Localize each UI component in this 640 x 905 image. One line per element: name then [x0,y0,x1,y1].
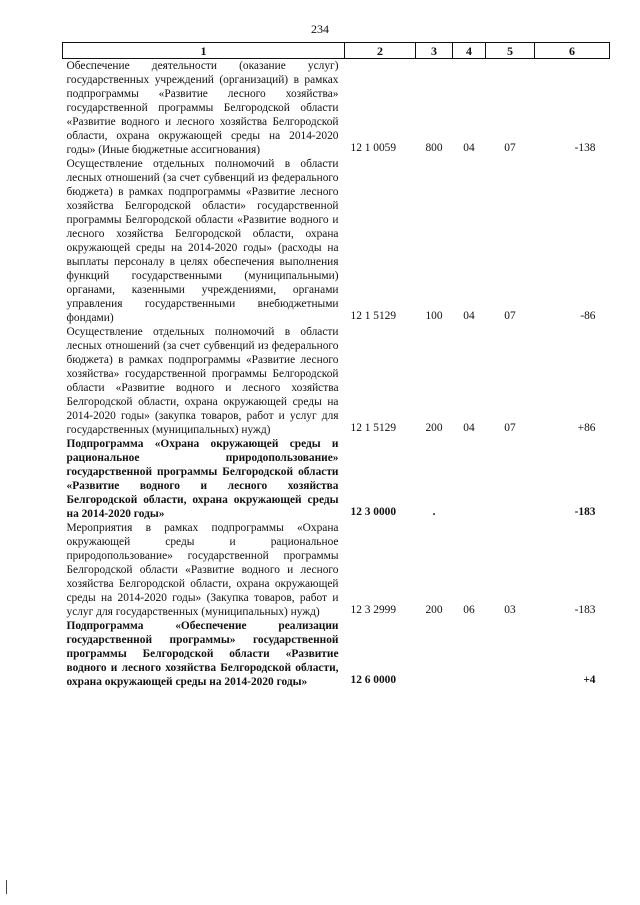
column-header: 1 [63,43,345,59]
row-section: 04 [463,310,475,322]
row-expense-type [416,619,453,689]
row-target-code: 12 3 2999 [350,604,397,616]
row-expense-type: 800 [425,142,443,154]
row-expense-type: 200 [425,422,443,434]
row-amount: -183 [574,604,596,616]
page-number: 234 [311,22,329,36]
row-target-code: 12 3 0000 [350,506,397,518]
row-target-code: 12 1 5129 [350,422,397,434]
table-row [63,521,610,619]
column-header-row [63,43,610,59]
row-section [453,437,486,521]
row-description: Мероприятия в рамках подпрограммы «Охрана окружающей среды и рациональное природопользование» государственной программы Белгородской области «Развитие водного и лесного хозяйства Белгородской области, охрана окружающей среды на 2014-2020 годы» (Закупка товаров, работ и услуг для государственных (муниципальных) нужд) [66,522,339,618]
row-description: Осуществление отдельных полномочий в области лесных отношений (за счет субвенций из федерального бюджета) в рамках подпрограммы «Развитие лесного хозяйства Белгородской области» государственной программы Белгородской области «Развитие водного и лесного хозяйства Белгородской области, охрана окружающей среды на 2014-2020 годы» (расходы на выплаты персоналу в целях обеспечения выполнения функций государственными (муниципальными) органами, казенными учреждениями, органами управления государственными внебюджетными фондами) [66,158,339,324]
table-row-subprogram [63,437,610,521]
row-description: Осуществление отдельных полномочий в области лесных отношений (за счет субвенций из федерального бюджета) в рамках подпрограммы «Развитие лесного хозяйства» государственной программы Белгородской области «Развитие водного и лесного хозяйства Белгородской области, охрана окружающей среды на 2014-2020 годы» (закупка товаров, работ и услуг для государственных (муниципальных) нужд) [66,326,339,436]
row-target-code: 12 1 5129 [350,310,397,322]
row-amount: +86 [577,422,596,434]
table-row-subprogram [63,619,610,689]
row-subsection [486,619,535,689]
row-amount: +4 [583,674,596,686]
column-header: 5 [486,43,535,59]
table-row [63,157,610,325]
column-header: 2 [345,43,416,59]
column-header: 3 [416,43,453,59]
table-row [63,325,610,437]
row-expense-type: 100 [425,310,443,322]
row-expense-type: 200 [425,604,443,616]
row-subsection: 07 [504,310,516,322]
row-amount: -183 [574,506,596,518]
row-subsection [486,437,535,521]
budget-table [62,42,610,689]
row-subsection: 03 [504,604,516,616]
row-target-code: 12 6 0000 [350,674,397,686]
row-description: Подпрограмма «Охрана окружающей среды и рациональное природопользование» государственной программы Белгородской области «Развитие водного и лесного хозяйства Белгородской области, охрана окружающей среды на 2014-2020 годы» [66,438,339,520]
row-description: Обеспечение деятельности (оказание услуг) государственных учреждений (организаций) в рамках подпрограммы «Развитие лесного хозяйства» государственной программы Белгородской области «Развитие водного и лесного хозяйства Белгородской области, охрана окружающей среды на 2014-2020 годы» (Иные бюджетные ассигнования) [66,60,339,156]
row-section: 04 [463,422,475,434]
row-target-code: 12 1 0059 [350,142,397,154]
row-description: Подпрограмма «Обеспечение реализации государственной программы» государственной программы Белгородской области «Развитие водного и лесного хозяйства Белгородской области, охрана окружающей среды на 2014-2020 годы» [66,620,339,688]
row-section: 06 [463,604,475,616]
column-header: 6 [535,43,610,59]
row-subsection: 07 [504,142,516,154]
row-section: 04 [463,142,475,154]
row-subsection: 07 [504,422,516,434]
row-section [453,619,486,689]
margin-mark [6,880,7,894]
row-expense-type: . [432,506,436,518]
row-amount: -86 [580,310,596,322]
table-row [63,59,610,158]
column-header: 4 [453,43,486,59]
row-amount: -138 [574,142,596,154]
